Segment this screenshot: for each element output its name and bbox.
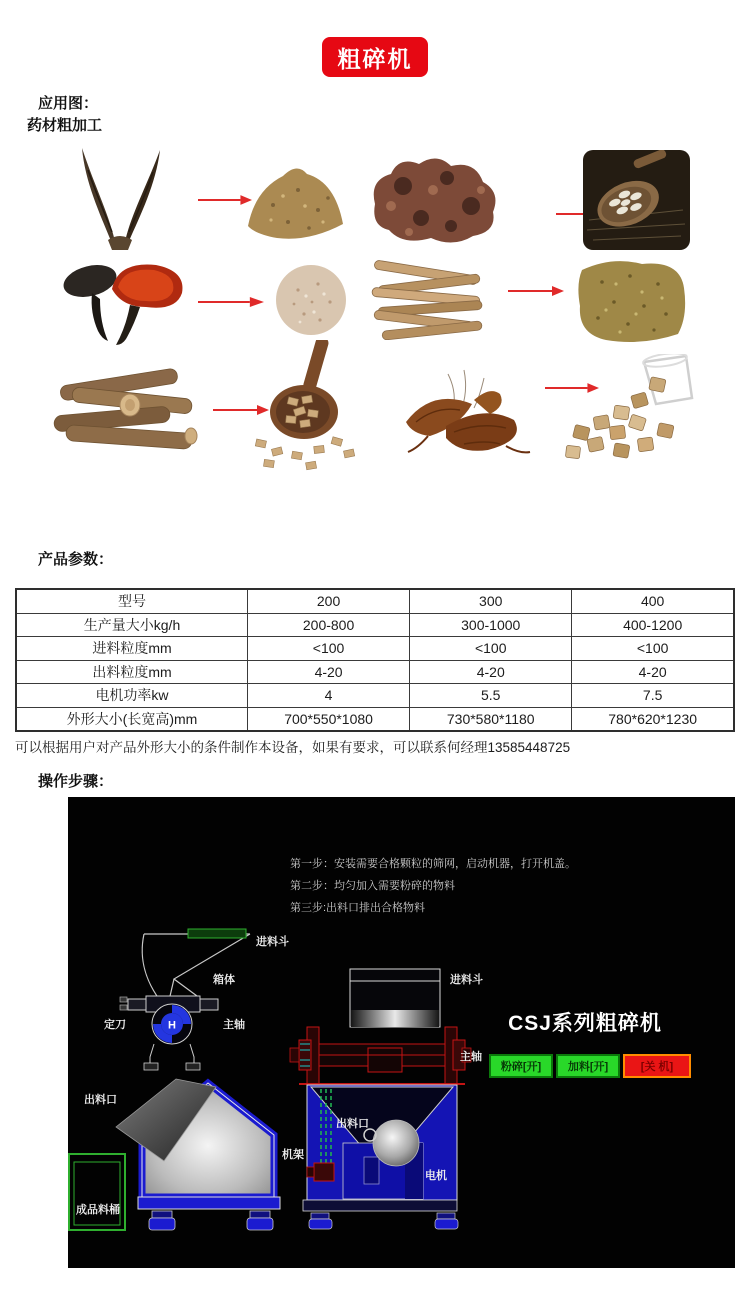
application-heading: 应用图： xyxy=(38,95,99,112)
flow-arrow xyxy=(198,296,264,308)
svg-text:H: H xyxy=(168,1019,176,1032)
table-row xyxy=(16,637,734,661)
label-right-hopper: 进料斗 xyxy=(450,974,483,986)
antler-horns-icon xyxy=(60,140,180,250)
crush-on-button-label: 粉碎[开] xyxy=(500,1061,542,1073)
table-cell: 进料粒度mm xyxy=(16,637,248,661)
application-subheading: 药材粗加工 xyxy=(27,117,103,134)
granule-pile-image xyxy=(572,254,692,344)
table-cell: 200-800 xyxy=(248,613,410,637)
granule-pile-icon xyxy=(572,254,692,344)
table-cell: 300-1000 xyxy=(410,613,572,637)
table-row xyxy=(16,613,734,637)
root-tuber-icon xyxy=(355,144,505,249)
feed-on-button-label: 加料[开] xyxy=(567,1061,609,1073)
spoon-with-chips-icon xyxy=(248,340,365,472)
table-row xyxy=(16,589,734,613)
fine-powder-ball-icon xyxy=(274,262,348,338)
table-cell: 400-1200 xyxy=(572,613,734,637)
table-cell: 生产量大小kg/h xyxy=(16,613,248,637)
table-cell: 4-20 xyxy=(248,660,410,684)
antler-horns-image xyxy=(60,140,180,250)
table-cell: 400 xyxy=(572,589,734,613)
parameters-table xyxy=(15,588,735,732)
table-cell: <100 xyxy=(410,637,572,661)
parameters-heading: 产品参数： xyxy=(38,551,114,568)
label-left-hopper: 进料斗 xyxy=(256,936,289,948)
red-arrow-icon xyxy=(508,285,564,297)
flow-arrow xyxy=(508,285,564,297)
label-left-outlet: 出料口 xyxy=(84,1094,117,1106)
operation-heading: 操作步骤： xyxy=(38,773,114,790)
reishi-mushrooms-icon xyxy=(60,253,190,347)
table-cell: 5.5 xyxy=(410,684,572,708)
table-cell: 外形大小(长宽高)mm xyxy=(16,707,248,731)
scoop-slices-image xyxy=(583,150,690,250)
table-cell: 4-20 xyxy=(410,660,572,684)
table-cell: 7.5 xyxy=(572,684,734,708)
root-sticks-image xyxy=(370,258,487,340)
coarse-powder-icon xyxy=(243,150,348,242)
label-box-body: 箱体 xyxy=(213,974,235,986)
table-cell: 电机功率kw xyxy=(16,684,248,708)
chopped-chunks-image xyxy=(558,354,695,464)
table-cell: 4 xyxy=(248,684,410,708)
wood-logs-icon xyxy=(52,367,205,455)
title-banner xyxy=(322,37,428,77)
table-cell: 780*620*1230 xyxy=(572,707,734,731)
diagram-series-title: CSJ系列粗碎机 xyxy=(508,1012,662,1035)
title-text: 粗碎机 xyxy=(337,45,413,72)
label-fixed-knife: 定刀 xyxy=(104,1019,126,1031)
spoon-chips-image xyxy=(248,340,365,472)
custom-size-note: 可以根据用户对产品外形大小的条件制作本设备，如果有要求，可以联系何经理13585448725 xyxy=(15,740,571,755)
wood-logs-image xyxy=(52,367,205,455)
label-right-main-shaft: 主轴 xyxy=(460,1051,482,1063)
step-2-text: 第二步：均匀加入需要粉碎的物料 xyxy=(290,880,455,892)
fine-powder-image xyxy=(274,262,348,338)
label-frame: 机架 xyxy=(282,1149,304,1161)
step-1-text: 第一步：安装需要合格颗粒的筛网，启动机器，打开机盖。 xyxy=(290,858,576,870)
root-tuber-image xyxy=(355,144,505,249)
table-row xyxy=(16,684,734,708)
step-3-text: 第三步:出料口排出合格物料 xyxy=(290,902,426,914)
machine-diagram-image xyxy=(68,797,735,1268)
hopper-lid-graphic xyxy=(188,929,246,938)
label-product-barrel: 成品料桶 xyxy=(76,1204,120,1216)
table-cell: 200 xyxy=(248,589,410,613)
operation-diagram xyxy=(68,797,735,1268)
table-cell: 出料粒度mm xyxy=(16,660,248,684)
sphere-graphic xyxy=(373,1120,419,1166)
table-row xyxy=(16,707,734,731)
root-sticks-bundle-icon xyxy=(370,258,487,340)
table-cell: 4-20 xyxy=(572,660,734,684)
chopped-chunks-icon xyxy=(558,354,695,464)
application-flow-grid xyxy=(0,132,750,480)
table-row xyxy=(16,660,734,684)
table-cell: 730*580*1180 xyxy=(410,707,572,731)
power-off-button-label: [关 机] xyxy=(640,1061,674,1073)
control-buttons xyxy=(490,1055,690,1077)
table-cell: <100 xyxy=(248,637,410,661)
scoop-with-slices-icon xyxy=(583,150,690,250)
reishi-mushroom-image xyxy=(60,253,190,347)
table-cell: <100 xyxy=(572,637,734,661)
red-arrow-icon xyxy=(198,296,264,308)
dried-roots-image xyxy=(388,364,535,464)
label-motor: 电机 xyxy=(425,1170,447,1182)
coarse-powder-image xyxy=(243,150,348,242)
label-left-main-shaft: 主轴 xyxy=(223,1019,245,1031)
dried-roots-icon xyxy=(388,364,535,464)
table-cell: 700*550*1080 xyxy=(248,707,410,731)
table-cell: 型号 xyxy=(16,589,248,613)
table-cell: 300 xyxy=(410,589,572,613)
label-right-outlet: 出料口 xyxy=(336,1118,369,1130)
